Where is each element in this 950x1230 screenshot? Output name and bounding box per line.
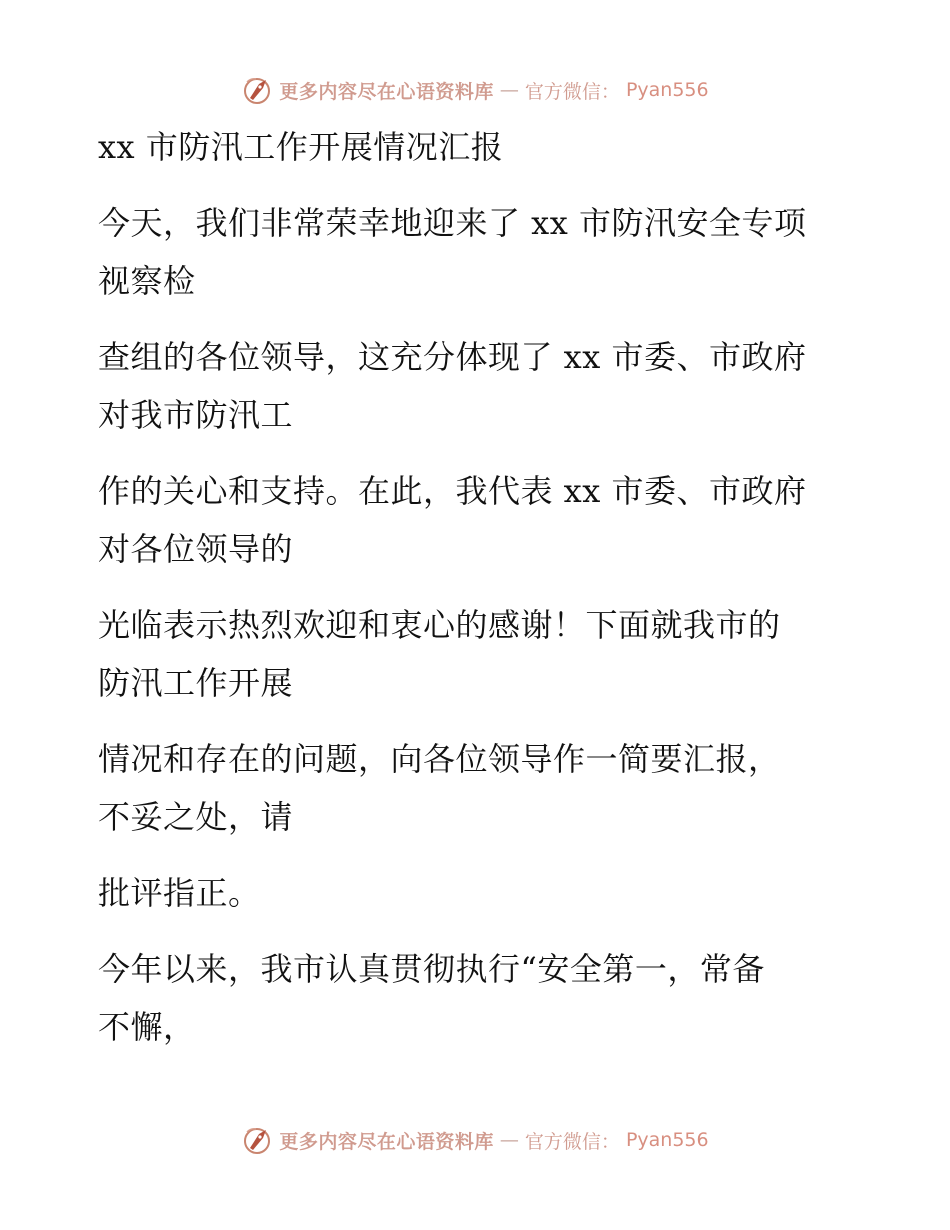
paragraph-line: 防汛工作开展 <box>98 664 294 702</box>
paragraph <box>98 730 858 846</box>
paragraph <box>98 194 858 310</box>
paragraph-spacer <box>98 578 858 596</box>
watermark-wechat-label: 官方微信： <box>524 80 620 103</box>
paragraph-line: 情况和存在的问题，向各位领导作一简要汇报， <box>98 740 781 778</box>
header-watermark <box>0 70 950 110</box>
paragraph-spacer <box>98 922 858 940</box>
paragraph-spacer <box>98 310 858 328</box>
paragraph-spacer <box>98 712 858 730</box>
paragraph-spacer <box>98 444 858 462</box>
paragraph-line: 对各位领导的 <box>98 530 294 568</box>
document-title: xx 市防汛工作开展情况汇报 <box>98 128 504 166</box>
paragraph-line: 视察检 <box>98 262 196 300</box>
paragraph-spacer <box>98 176 858 194</box>
watermark-wechat-label: 官方微信： <box>524 1130 620 1153</box>
paragraph <box>98 596 858 712</box>
watermark-wechat-id: Pyan556 <box>625 1129 709 1151</box>
watermark-separator: — <box>499 1129 519 1151</box>
paragraph-line: 批评指正。 <box>98 874 261 912</box>
fountain-pen-nib-icon <box>241 74 273 106</box>
paragraph <box>98 328 858 444</box>
paragraph <box>98 940 858 1056</box>
watermark-text: 更多内容尽在心语资料库 <box>279 1130 494 1153</box>
paragraph-line: 今天，我们非常荣幸地迎来了 xx 市防汛安全专项 <box>98 204 807 242</box>
paragraph-line: 作的关心和支持。在此，我代表 xx 市委、市政府 <box>98 472 807 510</box>
paragraph-spacer <box>98 846 858 864</box>
fountain-pen-nib-icon <box>241 1124 273 1156</box>
paragraph-line: 不懈， <box>98 1008 196 1046</box>
watermark-text: 更多内容尽在心语资料库 <box>279 80 494 103</box>
paragraph-line: 查组的各位领导，这充分体现了 xx 市委、市政府 <box>98 338 807 376</box>
paragraph <box>98 864 858 922</box>
watermark-wechat-id: Pyan556 <box>625 79 709 101</box>
paragraph-line: 不妥之处，请 <box>98 798 294 836</box>
paragraph <box>98 462 858 578</box>
document-body <box>98 118 858 1056</box>
paragraph-line: 光临表示热烈欢迎和衷心的感谢！下面就我市的 <box>98 606 781 644</box>
paragraph-line: 今年以来，我市认真贯彻执行“安全第一，常备 <box>98 950 765 988</box>
watermark-separator: — <box>499 79 519 101</box>
paragraph-line: 对我市防汛工 <box>98 396 294 434</box>
footer-watermark <box>0 1120 950 1160</box>
